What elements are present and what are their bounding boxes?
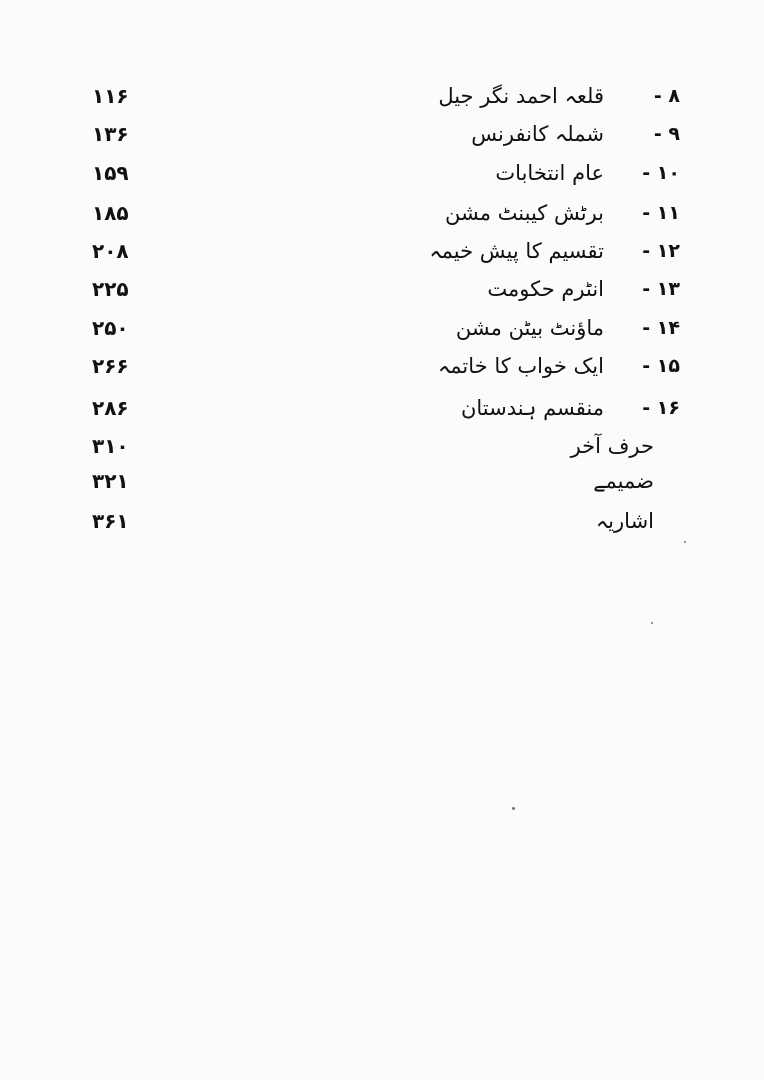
toc-row bbox=[0, 463, 764, 499]
toc-row bbox=[0, 116, 764, 152]
paper-speck bbox=[512, 807, 515, 810]
chapter-title: قلعہ احمد نگر جیل bbox=[438, 84, 604, 108]
section-title: حرف آخر bbox=[570, 434, 654, 458]
toc-row bbox=[0, 155, 764, 191]
chapter-number: ۱۳ - bbox=[642, 278, 680, 300]
toc-row bbox=[0, 310, 764, 346]
chapter-number: ۱۴ - bbox=[642, 317, 680, 339]
page-number: ۳۱۰ bbox=[92, 434, 129, 458]
chapter-title: منقسم ہندستان bbox=[460, 396, 604, 420]
chapter-number: ۱۶ - bbox=[642, 397, 680, 419]
toc-row bbox=[0, 78, 764, 114]
page-number: ۱۳۶ bbox=[92, 122, 129, 146]
page-number: ۳۶۱ bbox=[92, 509, 129, 533]
chapter-title: برٹش کیبنٹ مشن bbox=[445, 201, 604, 225]
chapter-title: تقسیم کا پیش خیمہ bbox=[429, 239, 604, 263]
page-number: ۲۵۰ bbox=[92, 316, 129, 340]
page-number: ۲۶۶ bbox=[92, 354, 129, 378]
chapter-title: ماؤنٹ بیٹن مشن bbox=[455, 316, 604, 340]
toc-row bbox=[0, 271, 764, 307]
chapter-number: ۱۱ - bbox=[642, 202, 680, 224]
chapter-title: ایک خواب کا خاتمہ bbox=[437, 354, 604, 378]
chapter-title: شملہ کانفرنس bbox=[471, 122, 604, 146]
section-title: اشاریہ bbox=[595, 509, 654, 533]
chapter-title: انٹرم حکومت bbox=[487, 277, 604, 301]
chapter-number: ۸ - bbox=[653, 85, 680, 107]
page-number: ۳۲۱ bbox=[92, 469, 129, 493]
page-number: ۱۵۹ bbox=[92, 161, 129, 185]
page-number: ۲۸۶ bbox=[92, 396, 129, 420]
toc-row bbox=[0, 428, 764, 464]
chapter-title: عام انتخابات bbox=[495, 161, 604, 185]
paper-speck bbox=[684, 541, 686, 543]
toc-row bbox=[0, 348, 764, 384]
page-number: ۲۰۸ bbox=[92, 239, 129, 263]
toc-row bbox=[0, 233, 764, 269]
chapter-number: ۱۵ - bbox=[642, 355, 680, 377]
chapter-number: ۱۰ - bbox=[642, 162, 680, 184]
chapter-number: ۱۲ - bbox=[642, 240, 680, 262]
toc-row bbox=[0, 195, 764, 231]
page-number: ۱۱۶ bbox=[92, 84, 129, 108]
section-title: ضمیمے bbox=[593, 469, 654, 493]
page-number: ۱۸۵ bbox=[92, 201, 129, 225]
page-number: ۲۲۵ bbox=[92, 277, 129, 301]
chapter-number: ۹ - bbox=[653, 123, 680, 145]
toc-row bbox=[0, 390, 764, 426]
paper-speck bbox=[651, 622, 653, 624]
toc-row bbox=[0, 503, 764, 539]
